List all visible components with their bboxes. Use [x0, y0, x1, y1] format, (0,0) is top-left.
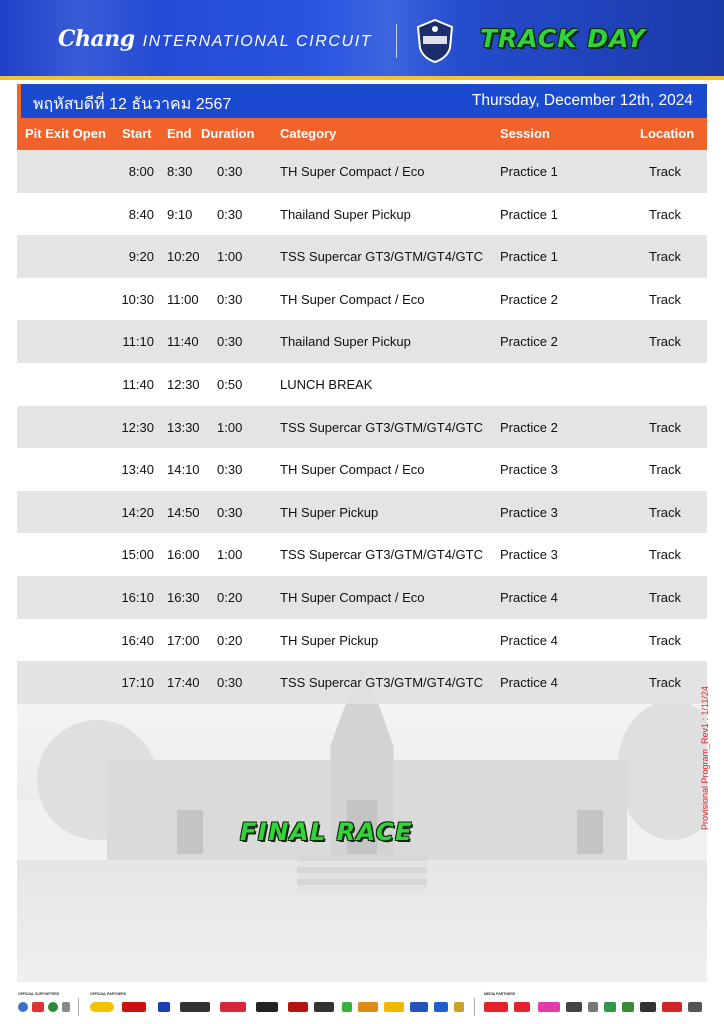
- supporters-label: OFFICIAL SUPPORTERS: [18, 992, 60, 996]
- final-race-label: FINAL RACE: [240, 818, 413, 846]
- partner-logo: [384, 1002, 404, 1012]
- header-location: Location: [640, 126, 695, 141]
- partner-logo: [220, 1002, 246, 1012]
- event-title: TRACK DAY: [480, 24, 646, 53]
- cell-start-time: 11:10: [122, 334, 154, 350]
- cell-duration: 0:20: [217, 632, 243, 648]
- thai-date: พฤหัสบดีที่ 12 ธันวาคม 2567: [33, 96, 232, 113]
- cell-category: TSS Supercar GT3/GTM/GT4/GTC: [280, 419, 483, 435]
- cell-duration: 0:30: [217, 164, 243, 179]
- cell-start-time: 17:10: [121, 675, 154, 691]
- cell-category: Thailand Super Pickup: [280, 334, 411, 350]
- media-logo: [484, 1002, 508, 1012]
- cell-duration: 0:30: [217, 334, 243, 350]
- cell-duration: 1:00: [217, 249, 243, 265]
- cell-location: Track: [649, 589, 682, 605]
- media-logo: [538, 1002, 560, 1012]
- cell-session: Practice 4: [500, 589, 558, 605]
- table-row: [17, 661, 707, 704]
- cell-start-time: 10:30: [121, 291, 154, 307]
- cell-start-time: 8:00: [128, 164, 154, 179]
- table-body: [17, 150, 707, 704]
- cell-end-time: 14:10: [167, 462, 200, 478]
- partner-logo: [122, 1002, 146, 1012]
- cell-location: Track: [649, 164, 682, 179]
- cell-start-time: 9:20: [128, 249, 154, 265]
- schedule-table: [17, 118, 707, 704]
- cell-session: Practice 3: [500, 504, 558, 520]
- cell-end-time: 13:30: [167, 419, 200, 435]
- table-row: [17, 320, 707, 363]
- shield-emblem-icon: [414, 18, 456, 64]
- partner-logo: [314, 1002, 334, 1012]
- cell-location: Track: [649, 462, 682, 478]
- cell-end-time: 17:00: [167, 632, 200, 648]
- cell-duration: 0:30: [217, 675, 243, 691]
- cell-start-time: 16:40: [121, 632, 154, 648]
- cell-location: Track: [649, 504, 682, 520]
- header-end: End: [167, 126, 192, 141]
- cell-session: Practice 1: [500, 164, 558, 179]
- partner-logo: [158, 1002, 170, 1012]
- cell-session: Practice 2: [500, 291, 558, 307]
- cell-session: Practice 4: [500, 632, 558, 648]
- header-category: Category: [280, 126, 337, 141]
- cell-end-time: 11:40: [167, 334, 199, 350]
- partner-logo: [410, 1002, 428, 1012]
- cell-duration: 1:00: [217, 419, 243, 435]
- partner-logo: [180, 1002, 210, 1012]
- cell-start-time: 14:20: [121, 504, 154, 520]
- supporter-logo: [62, 1002, 70, 1012]
- media-label: MEDIA PARTNERS: [484, 992, 516, 996]
- cell-category: Thailand Super Pickup: [280, 206, 411, 222]
- partner-logo: [256, 1002, 278, 1012]
- table-row: [17, 235, 707, 278]
- cell-end-time: 8:30: [167, 164, 193, 179]
- cell-duration: 0:20: [217, 589, 243, 605]
- table-row: [17, 448, 707, 491]
- media-logo: [688, 1002, 702, 1012]
- partner-logo: [342, 1002, 352, 1012]
- table-header: [17, 118, 707, 150]
- cell-duration: 0:30: [217, 291, 243, 307]
- cell-start-time: 16:10: [121, 589, 154, 605]
- cell-category: TSS Supercar GT3/GTM/GT4/GTC: [280, 675, 483, 691]
- table-row: [17, 150, 707, 193]
- table-row: [17, 491, 707, 534]
- cell-end-time: 16:30: [167, 589, 200, 605]
- header-duration: Duration: [201, 126, 255, 141]
- cell-session: Practice 2: [500, 419, 558, 435]
- cell-location: Track: [649, 419, 682, 435]
- cell-session: Practice 4: [500, 675, 558, 691]
- media-logo: [588, 1002, 598, 1012]
- supporter-logo: [32, 1002, 44, 1012]
- cell-end-time: 16:00: [167, 547, 200, 563]
- cell-location: Track: [649, 206, 682, 222]
- cell-category: LUNCH BREAK: [280, 376, 373, 392]
- cell-session: Practice 2: [500, 334, 558, 350]
- cell-end-time: 12:30: [167, 376, 200, 392]
- cell-end-time: 10:20: [167, 249, 200, 265]
- cell-start-time: 8:40: [128, 206, 154, 222]
- table-row: [17, 533, 707, 576]
- brand-secondary: INTERNATIONAL CIRCUIT: [142, 33, 373, 50]
- cell-duration: 0:50: [217, 376, 243, 392]
- cell-start-time: 13:40: [121, 462, 154, 478]
- cell-start-time: 12:30: [121, 419, 154, 435]
- supporter-logo: [48, 1002, 58, 1012]
- cell-duration: 0:30: [217, 462, 243, 478]
- cell-location: Track: [649, 547, 682, 563]
- cell-category: TH Super Compact / Eco: [280, 291, 425, 307]
- cell-location: Track: [649, 675, 682, 691]
- cell-location: Track: [649, 632, 682, 648]
- partner-logo: [288, 1002, 308, 1012]
- cell-duration: 0:30: [217, 504, 243, 520]
- cell-session: Practice 3: [500, 462, 558, 478]
- table-row: [17, 619, 707, 662]
- cell-location: Track: [649, 291, 682, 307]
- cell-category: TH Super Compact / Eco: [280, 462, 425, 478]
- partners-label: OFFICIAL PARTNERS: [90, 992, 127, 996]
- partner-logo: [454, 1002, 464, 1012]
- table-row: [17, 193, 707, 236]
- header-divider: [396, 24, 397, 58]
- cell-end-time: 17:40: [167, 675, 200, 691]
- cell-start-time: 15:00: [121, 547, 154, 563]
- cell-category: TH Super Compact / Eco: [280, 589, 425, 605]
- cell-duration: 1:00: [217, 547, 243, 563]
- table-row: [17, 363, 707, 406]
- cell-session: Practice 1: [500, 206, 558, 222]
- cell-category: TH Super Compact / Eco: [280, 164, 425, 179]
- cell-location: Track: [649, 249, 682, 265]
- media-logo: [604, 1002, 616, 1012]
- media-logo: [622, 1002, 634, 1012]
- cell-start-time: 11:40: [122, 376, 154, 392]
- header-pit-exit: Pit Exit Open: [25, 126, 106, 141]
- media-logo: [514, 1002, 530, 1012]
- partner-logo: [358, 1002, 378, 1012]
- revision-note: Provisional Program_Rev1 : 1/11/24: [700, 686, 710, 830]
- header-session: Session: [500, 126, 550, 141]
- cell-end-time: 9:10: [167, 206, 193, 222]
- sponsor-divider: [474, 998, 475, 1016]
- cell-category: TH Super Pickup: [280, 504, 379, 520]
- date-bar: [17, 84, 707, 118]
- partner-logo: [434, 1002, 448, 1012]
- brand-primary: Chang: [58, 26, 135, 52]
- sponsor-strip: [0, 986, 724, 1024]
- cell-duration: 0:30: [217, 206, 243, 222]
- brand-logo: [58, 26, 372, 52]
- header-start: Start: [122, 126, 152, 141]
- media-logo: [640, 1002, 656, 1012]
- cell-session: Practice 1: [500, 249, 558, 265]
- cell-session: Practice 3: [500, 547, 558, 563]
- media-logo: [662, 1002, 682, 1012]
- table-row: [17, 406, 707, 449]
- supporter-logo: [18, 1002, 28, 1012]
- partner-logo: [90, 1002, 114, 1012]
- cell-category: TH Super Pickup: [280, 632, 379, 648]
- cell-category: TSS Supercar GT3/GTM/GT4/GTC: [280, 547, 483, 563]
- cell-end-time: 14:50: [167, 504, 200, 520]
- media-logo: [566, 1002, 582, 1012]
- cell-location: Track: [649, 334, 682, 350]
- header-banner: [0, 0, 724, 80]
- english-date: Thursday, December 12th, 2024: [471, 92, 693, 109]
- cell-end-time: 11:00: [167, 291, 199, 307]
- table-row: [17, 576, 707, 619]
- sponsor-divider: [78, 998, 79, 1016]
- cell-category: TSS Supercar GT3/GTM/GT4/GTC: [280, 249, 483, 265]
- table-row: [17, 278, 707, 321]
